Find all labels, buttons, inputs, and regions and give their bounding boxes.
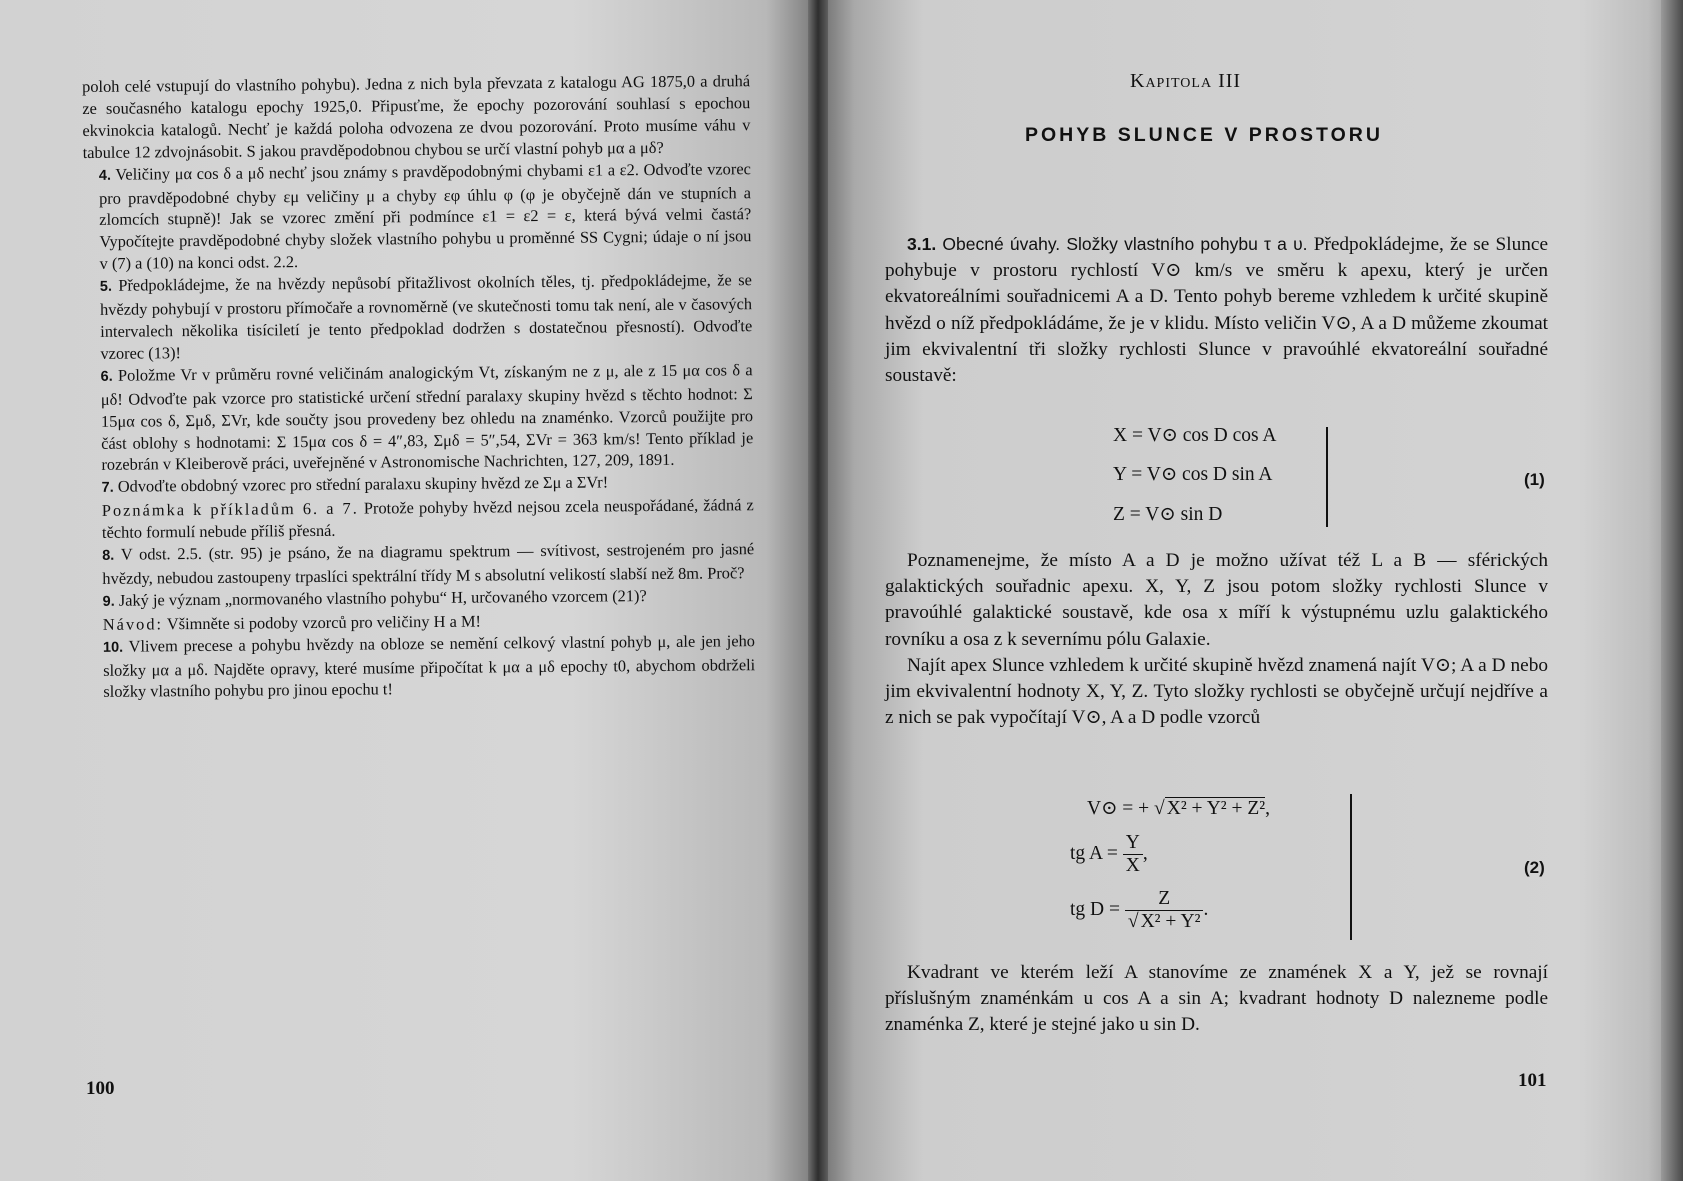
exercise-text: Odvoďte obdobný vzorec pro střední paralaxu skupiny hvězd ze Σμ a ΣVr!	[117, 472, 609, 497]
hint-text: Všimněte si podoby vzorců pro veličiny H a M!	[166, 611, 482, 634]
exercise-number: 6.	[100, 368, 113, 385]
denominator	[1125, 911, 1204, 933]
exercise-number: 7.	[101, 480, 114, 497]
equation-tg-d	[1070, 888, 1208, 933]
numerator: Z	[1125, 888, 1204, 911]
equation-y: Y = V⊙ cos D sin A	[1113, 464, 1273, 485]
exercise-6	[85, 359, 754, 476]
exercise-3-continued: poloh celé vstupují do vlastního pohybu). Jedna z nich byla převzata z katalogu AG 1875,0 a druhá ze současného katalogu epochy 1925,0. Připusťme, že epochy pozorování souhlasí s epochou ekvinokcia katalogů. Nechť je každá poloha odvozena ze dvou pozorování. Proto musíme váhu v tabulce 12 zdvojnásobit. S jakou pravděpodobnou chybou se určí vlastní pohyb μα a μδ?	[82, 71, 751, 162]
equation-x: X = V⊙ cos D cos A	[1113, 425, 1277, 446]
denominator: X	[1125, 855, 1140, 876]
paragraph-2: Poznamenejme, že místo A a D je možno užívat též L a B — sférických galaktických souřadnic apexu. X, Y, Z jsou potom složky rychlosti Slunce v pravoúhlé galaktické soustavě, kde osa x míří k výstupnému uzlu galaktického rovníku a osa z k severnímu pólu Galaxie.	[885, 550, 1548, 650]
exercise-5	[84, 269, 753, 364]
equation-v-sun	[1087, 796, 1270, 820]
fraction	[1123, 832, 1143, 877]
equation-lhs: tg D =	[1070, 898, 1125, 920]
exercise-number: 5.	[99, 278, 113, 296]
note-text: Protože pohyby hvězd nejsou zcela neuspořádané, žádná z těchto formulí nebude příliš přesná.	[101, 495, 754, 542]
exercise-4	[83, 158, 752, 275]
left-page-number: 100	[86, 1078, 115, 1099]
exercise-text: Vlivem precese a pohybu hvězdy na obloze se nemění celkový vlastní pohyb μ, ale jen jeho složky μα a μδ. Najděte opravy, které musíme připočítat k μα a μδ epochy t0, abychom obdrželi složky vlastního pohybu pro jinou epochu t!	[103, 630, 756, 702]
radicand: X² + Y²	[1140, 911, 1201, 932]
paragraph-2-block	[885, 548, 1548, 731]
equation-tail: ,	[1142, 842, 1148, 864]
exercise-text: Jaký je význam „normovaného vlastního pohybu“ H, určovaného vzorcem (21)?	[118, 585, 647, 610]
paragraph-3: Najít apex Slunce vzhledem k určité skupině hvězd znamená najít V⊙; A a D nebo jim ekvivalentní hodnoty X, Y, Z. Tyto složky rychlosti se obyčejně určují nejdříve a z nich se pak vypočítají V⊙, A a D podle vzorců	[885, 654, 1548, 729]
exercise-number: 4.	[98, 167, 112, 184]
equation-number-2: (2)	[1524, 858, 1545, 877]
exercise-text: V odst. 2.5. (str. 95) je psáno, že na diagramu spektrum — svítivost, sestrojeném pro jasné hvězdy, nebudou zastoupeny trpaslíci spektrální třídy M s absolutní velikostí slabší než 8m. Proč?	[102, 539, 755, 588]
sqrt-icon: √	[1154, 798, 1165, 819]
exercise-8	[86, 538, 754, 590]
exercise-number: 9.	[102, 593, 115, 610]
note-label: Poznámka k příkladům 6. a 7.	[101, 498, 359, 521]
chapter-title: POHYB SLUNCE V PROSTORU	[1025, 124, 1383, 146]
equation-z: Z = V⊙ sin D	[1113, 504, 1223, 525]
exercise-text: Veličiny μα cos δ a μδ nechť jsou známy s pravděpodobnými chybami ε1 a ε2. Odvoďte vzorec pro pravděpodobné chyby εμ veličiny μ a chyby εφ úhlu φ (φ je obyčejně dán ve stupních a zlomcích stupně)! Jak se vzorec změní při podmínce ε1 = ε2 = ε, která bývá velmi častá? Vypočítejte pravděpodobné chyby složek vlastního pohybu u proměnné SS Cygni; údaje o ní jsou v (7) a (10) na konci odst. 2.2.	[98, 158, 752, 274]
sqrt-icon: √	[1127, 911, 1139, 932]
chapter-label: Kapitola III	[1130, 70, 1242, 92]
exercise-text: Položme Vr v průměru rovné veličinám analogickým Vt, získaným ne z μ, ale z 15 μα cos δ a μδ! Odvoďte pak vzorce pro statistické určení střední paralaxy skupiny hvězd s těchto hodnot: Σ 15μα cos δ, Σμδ, ΣVr, kde součty jsou provedeny bez ohledu na znaménko. Vzorců použijte pro část oblohy s hodnotami: Σ 15μα cos δ = 4″,83, Σμδ = 5″,54, ΣVr = 363 km/s! Tento příklad je rozebrán v Kleiberově práci, uveřejněné v Astronomische Nachrichten, 127, 209, 1891.	[100, 359, 754, 475]
exercise-text: Předpokládejme, že na hvězdy nepůsobí přitažlivost okolních těles, tj. předpokládejme, že se hvězdy pohybují v prostoru přímočaře a rovnoměrně (ve skutečnosti tomu tak není, ale v časových intervalech několika tisíciletí je tento předpoklad dodržen s dostatečnou přesností). Odvoďte vzorec (13)!	[99, 270, 753, 363]
section-heading: Obecné úvahy. Složky vlastního pohybu τ a υ.	[942, 234, 1308, 254]
page-edge	[1661, 0, 1683, 1181]
right-page-number: 101	[1518, 1070, 1547, 1091]
exercise-10	[87, 630, 756, 704]
equation-lhs: V⊙ = +	[1087, 798, 1155, 819]
note-6-7	[86, 494, 754, 544]
equation-tg-a	[1070, 832, 1148, 877]
equation-tail: .	[1203, 898, 1209, 920]
equation-lhs: tg A =	[1070, 842, 1123, 864]
numerator: Y	[1123, 832, 1143, 855]
section-number: 3.1.	[907, 234, 937, 254]
radicand: X² + Y² + Z²	[1166, 798, 1266, 819]
equation-brace-1	[1318, 427, 1328, 527]
section-intro	[885, 231, 1548, 389]
exercise-number: 8.	[102, 547, 115, 564]
paragraph-4-block	[885, 960, 1548, 1039]
exercise-number: 10.	[102, 639, 124, 656]
equation-tail: ,	[1265, 798, 1271, 819]
section-paragraph-1: Předpokládejme, že se Slunce pohybuje v prostoru rychlostí V⊙ km/s ve směru k apexu, který je určen ekvatoreálními souřadnicemi A a D. Tento pohyb bereme vzhledem k určité skupině hvězd o níž předpokládáme, že je v klidu. Místo veličin V⊙, A a D můžeme zkoumat jim ekvivalentní tři složky rychlosti Slunce v pravoúhlé ekvatoreální souřadné soustavě:	[885, 234, 1549, 387]
fraction	[1125, 888, 1204, 933]
section-paragraph	[885, 231, 1548, 389]
paragraph-4: Kvadrant ve kterém leží A stanovíme ze znamének X a Y, jež se rovnají příslušným znaménkám u cos A a sin A; kvadrant hodnoty D nalezneme podle znaménka Z, které je stejné jako u sin D.	[885, 962, 1548, 1036]
hint-label: Návod:	[102, 614, 164, 634]
book-gutter	[808, 0, 828, 1181]
equation-number-1: (1)	[1524, 470, 1545, 489]
equation-brace-2	[1342, 794, 1352, 940]
left-page-text	[82, 70, 755, 703]
